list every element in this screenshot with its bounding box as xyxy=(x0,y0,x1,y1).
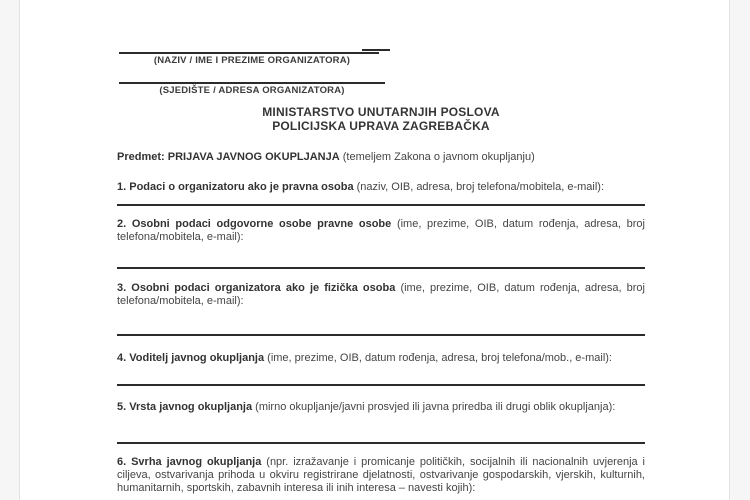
subject-detail: (temeljem Zakona o javnom okupljanju) xyxy=(339,151,535,163)
subject-line xyxy=(117,151,645,164)
recipient-line-1: MINISTARSTVO UNUTARNJIH POSLOVA xyxy=(262,105,500,119)
section-5-paragraph xyxy=(117,401,645,414)
section-1-fill-line xyxy=(117,204,645,206)
organizer-address-fill-line xyxy=(119,82,385,84)
section-5-detail: (mirno okupljanje/javni prosvjed ili javna priredba ili drugi oblik okupljanja): xyxy=(252,401,616,413)
section-5-fill-line xyxy=(117,442,645,444)
page-left-margin xyxy=(0,0,20,500)
section-1-paragraph xyxy=(117,181,645,194)
organizer-address-caption: (SJEDIŠTE / ADRESA ORGANIZATORA) xyxy=(159,85,345,96)
subject-label: Predmet: PRIJAVA JAVNOG OKUPLJANJA xyxy=(117,151,340,163)
section-6-detail: (npr. izražavanje i promicanje političkih, socijalnih ili nacionalnih uvjerenja i ciljeva, ostvarivanja prihoda u okviru registrirane djelatnosti, ostvarivanje gospodarskih, vjerskih, kulturnih, humanitarnih, sportskih, zabavnih interesa ili inih interesa – navesti kojih): xyxy=(117,456,646,494)
section-2-label: 2. Osobni podaci odgovorne osobe pravne osobe xyxy=(117,218,392,230)
section-3-detail: (ime, prezime, OIB, datum rođenja, adresa, broj telefona/mobitela, e-mail): xyxy=(117,282,645,307)
organizer-name-fill-line xyxy=(119,52,379,54)
section-5-label: 5. Vrsta javnog okupljanja xyxy=(117,401,253,413)
section-4-label: 4. Voditelj javnog okupljanja xyxy=(117,352,265,364)
section-6-label: 6. Svrha javnog okupljanja xyxy=(117,456,262,468)
recipient-line-2: POLICIJSKA UPRAVA ZAGREBAČKA xyxy=(272,118,490,133)
organizer-name-fill-line-end xyxy=(362,49,390,51)
section-4-fill-line xyxy=(117,384,645,386)
section-3-fill-line xyxy=(117,334,645,336)
section-6-paragraph xyxy=(117,456,645,495)
recipient-heading xyxy=(117,106,645,133)
section-3-paragraph xyxy=(117,282,645,308)
section-2-fill-line xyxy=(117,267,645,269)
section-1-detail: (naziv, OIB, adresa, broj telefona/mobitela, e-mail): xyxy=(353,181,605,193)
organizer-name-caption: (NAZIV / IME I PREZIME ORGANIZATORA) xyxy=(153,55,351,66)
section-3-label: 3. Osobni podaci organizatora ako je fizička osoba xyxy=(117,282,396,294)
section-1-label: 1. Podaci o organizatoru ako je pravna osoba xyxy=(117,181,354,193)
page-right-margin xyxy=(729,0,750,500)
section-2-paragraph xyxy=(117,218,645,244)
section-4-paragraph xyxy=(117,352,645,365)
section-4-detail: (ime, prezime, OIB, datum rođenja, adresa, broj telefona/mob., e-mail): xyxy=(264,352,612,364)
section-2-detail: (ime, prezime, OIB, datum rođenja, adresa, broj telefona/mobitela, e-mail): xyxy=(117,218,645,243)
